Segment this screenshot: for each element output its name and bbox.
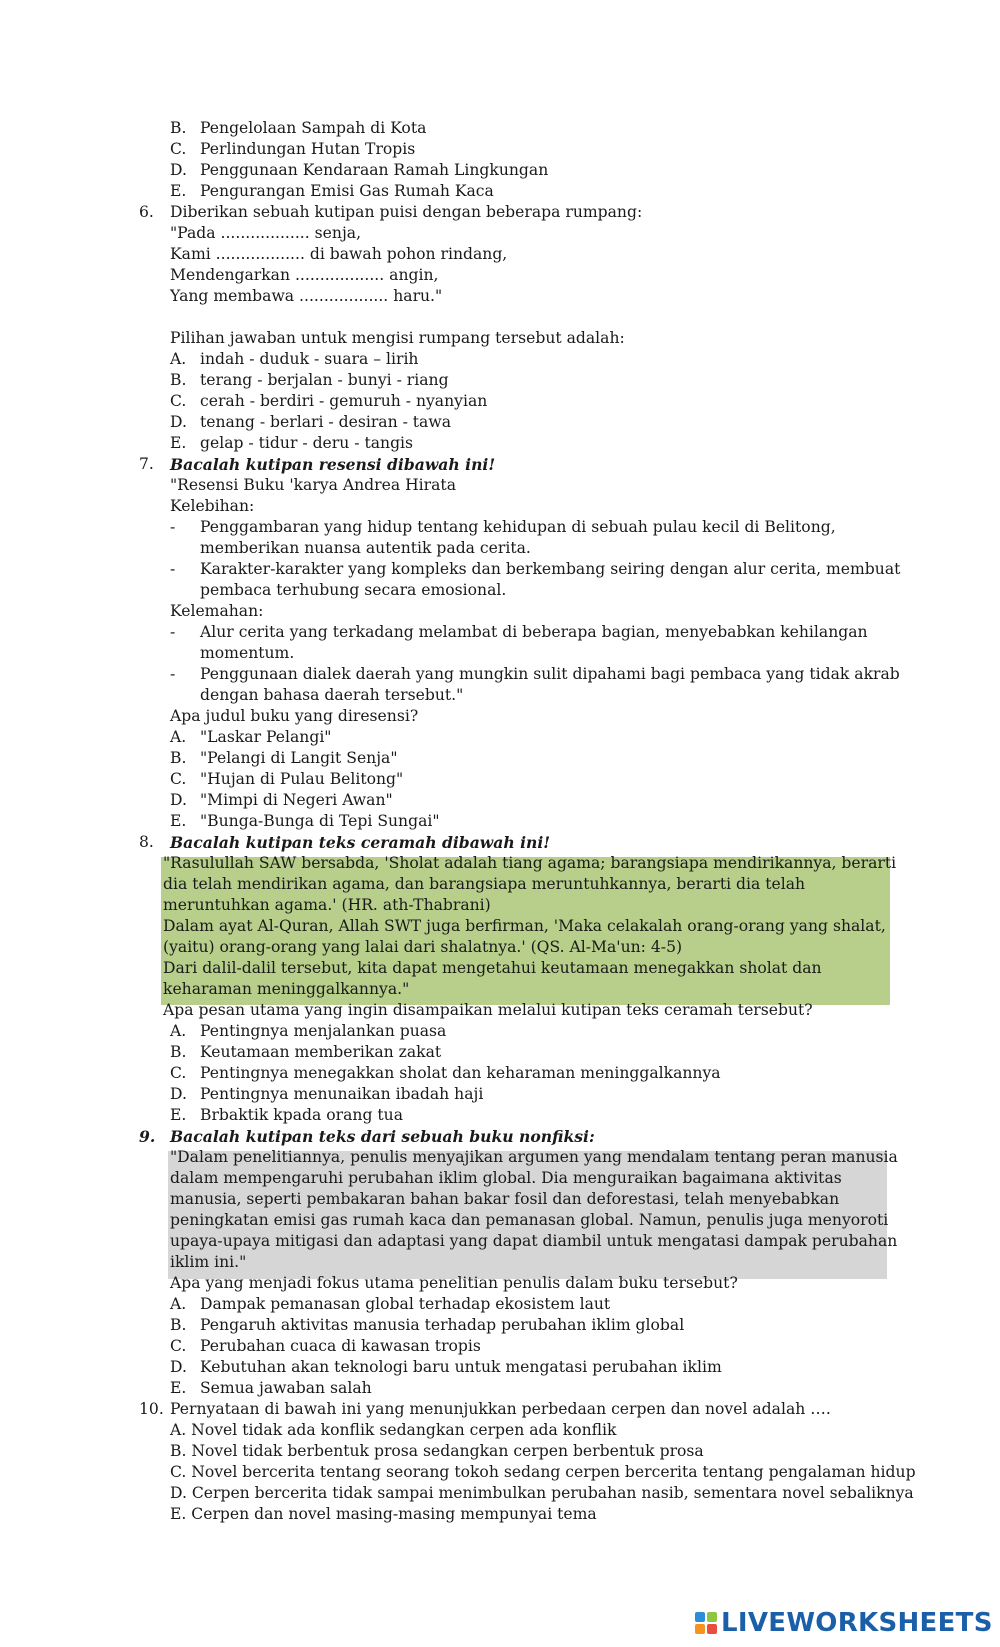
logo-grid-icon bbox=[695, 1612, 717, 1634]
poem-line: "Pada .................. senja, bbox=[170, 224, 362, 242]
question-instruction: Bacalah kutipan teks dari sebuah buku nonfiksi: bbox=[170, 1127, 595, 1146]
option-letter: A. bbox=[170, 728, 187, 746]
option-letter: A. bbox=[170, 1022, 187, 1040]
logo-text: LIVEWORKSHEETS bbox=[721, 1608, 993, 1638]
option-text[interactable]: cerah - berdiri - gemuruh - nyanyian bbox=[200, 392, 488, 410]
option-letter: A. bbox=[170, 1295, 187, 1313]
option-letter: E. bbox=[170, 182, 187, 200]
option-text[interactable]: "Bunga-Bunga di Tepi Sungai" bbox=[200, 812, 440, 830]
section-label: Kelemahan: bbox=[170, 602, 264, 620]
option-letter: C. bbox=[170, 1064, 187, 1082]
option-letter: C. bbox=[170, 392, 187, 410]
review-text: Karakter-karakter yang kompleks dan berkembang seiring dengan alur cerita, membuat bbox=[200, 560, 901, 578]
review-text: memberikan nuansa autentik pada cerita. bbox=[200, 539, 531, 557]
option-text[interactable]: Kebutuhan akan teknologi baru untuk mengatasi perubahan iklim bbox=[200, 1358, 722, 1376]
question-number: 10. bbox=[139, 1400, 164, 1418]
logo-square bbox=[695, 1624, 705, 1634]
option-letter: B. bbox=[170, 1043, 187, 1061]
option-text[interactable]: terang - berjalan - bunyi - riang bbox=[200, 371, 449, 389]
option-letter: E. bbox=[170, 812, 187, 830]
question-text: Apa pesan utama yang ingin disampaikan melalui kutipan teks ceramah tersebut? bbox=[163, 1001, 813, 1019]
question-text: Diberikan sebuah kutipan puisi dengan beberapa rumpang: bbox=[170, 203, 643, 221]
option-text[interactable]: Semua jawaban salah bbox=[200, 1379, 372, 1397]
option-text[interactable]: Brbaktik kpada orang tua bbox=[200, 1106, 403, 1124]
logo-square bbox=[707, 1624, 717, 1634]
option-text[interactable]: tenang - berlari - desiran - tawa bbox=[200, 413, 451, 431]
option-text[interactable]: Pengaruh aktivitas manusia terhadap perubahan iklim global bbox=[200, 1316, 685, 1334]
option-letter: D. bbox=[170, 161, 187, 179]
review-text: dengan bahasa daerah tersebut." bbox=[200, 686, 464, 704]
question-instruction: Bacalah kutipan teks ceramah dibawah ini! bbox=[170, 833, 551, 852]
option-letter: D. bbox=[170, 791, 187, 809]
option-text[interactable]: Pentingnya menjalankan puasa bbox=[200, 1022, 447, 1040]
logo-square bbox=[707, 1612, 717, 1622]
question-text: Apa yang menjadi fokus utama penelitian penulis dalam buku tersebut? bbox=[170, 1274, 738, 1292]
option-text[interactable]: Perlindungan Hutan Tropis bbox=[200, 140, 416, 158]
option-text[interactable]: E. Cerpen dan novel masing-masing mempunyai tema bbox=[170, 1505, 597, 1523]
option-text[interactable]: Pentingnya menegakkan sholat dan keharaman meninggalkannya bbox=[200, 1064, 721, 1082]
review-text: Penggambaran yang hidup tentang kehidupan di sebuah pulau kecil di Belitong, bbox=[200, 518, 836, 536]
review-title: "Resensi Buku 'karya Andrea Hirata bbox=[170, 476, 456, 494]
option-letter: D. bbox=[170, 1358, 187, 1376]
option-text[interactable]: Keutamaan memberikan zakat bbox=[200, 1043, 442, 1061]
option-text[interactable]: Perubahan cuaca di kawasan tropis bbox=[200, 1337, 481, 1355]
question-number: 6. bbox=[139, 203, 154, 221]
option-text[interactable]: Dampak pemanasan global terhadap ekosistem laut bbox=[200, 1295, 611, 1313]
quote-line: manusia, seperti pembakaran bahan bakar fosil dan deforestasi, telah menyebabkan bbox=[170, 1190, 840, 1208]
question-text: Pernyataan di bawah ini yang menunjukkan perbedaan cerpen dan novel adalah …. bbox=[170, 1400, 831, 1418]
option-text[interactable]: Pengurangan Emisi Gas Rumah Kaca bbox=[200, 182, 494, 200]
review-text: momentum. bbox=[200, 644, 295, 662]
review-text: Alur cerita yang terkadang melambat di beberapa bagian, menyebabkan kehilangan bbox=[200, 623, 868, 641]
poem-line: Yang membawa .................. haru." bbox=[170, 287, 443, 305]
bullet: - bbox=[170, 518, 176, 536]
option-text[interactable]: D. Cerpen bercerita tidak sampai menimbulkan perubahan nasib, sementara novel sebaliknya bbox=[170, 1484, 914, 1502]
liveworksheets-logo[interactable] bbox=[695, 1606, 993, 1640]
quote-line: iklim ini." bbox=[170, 1253, 247, 1271]
option-text[interactable]: C. Novel bercerita tentang seorang tokoh sedang cerpen bercerita tentang pengalaman hidup bbox=[170, 1463, 916, 1481]
bullet: - bbox=[170, 665, 176, 683]
option-letter: D. bbox=[170, 413, 187, 431]
option-letter: B. bbox=[170, 749, 187, 767]
option-letter: B. bbox=[170, 371, 187, 389]
option-text[interactable]: Pentingnya menunaikan ibadah haji bbox=[200, 1085, 484, 1103]
option-text[interactable]: "Laskar Pelangi" bbox=[200, 728, 332, 746]
quote-line: keharaman meninggalkannya." bbox=[163, 980, 410, 998]
question-instruction: Bacalah kutipan resensi dibawah ini! bbox=[170, 455, 496, 474]
option-text[interactable]: "Mimpi di Negeri Awan" bbox=[200, 791, 393, 809]
option-letter: A. bbox=[170, 350, 187, 368]
poem-line: Kami .................. di bawah pohon rindang, bbox=[170, 245, 508, 263]
option-text[interactable]: Pengelolaan Sampah di Kota bbox=[200, 119, 427, 137]
quote-line: Dari dalil-dalil tersebut, kita dapat mengetahui keutamaan menegakkan sholat dan bbox=[163, 959, 822, 977]
option-letter: E. bbox=[170, 1379, 187, 1397]
option-text[interactable]: B. Novel tidak berbentuk prosa sedangkan cerpen berbentuk prosa bbox=[170, 1442, 704, 1460]
option-letter: E. bbox=[170, 1106, 187, 1124]
option-letter: E. bbox=[170, 434, 187, 452]
quote-line: Dalam ayat Al-Quran, Allah SWT juga berfirman, 'Maka celakalah orang-orang yang shalat, bbox=[163, 917, 886, 935]
quote-line: meruntuhkan agama.' (HR. ath-Thabrani) bbox=[163, 896, 491, 914]
quote-line: upaya-upaya mitigasi dan adaptasi yang dapat diambil untuk mengatasi dampak perubahan bbox=[170, 1232, 898, 1250]
bullet: - bbox=[170, 623, 176, 641]
quote-line: peningkatan emisi gas rumah kaca dan pemanasan global. Namun, penulis juga menyoroti bbox=[170, 1211, 889, 1229]
option-letter: C. bbox=[170, 1337, 187, 1355]
logo-square bbox=[695, 1612, 705, 1622]
quote-line: "Rasulullah SAW bersabda, 'Sholat adalah tiang agama; barangsiapa mendirikannya, berarti bbox=[163, 854, 897, 872]
question-prompt: Pilihan jawaban untuk mengisi rumpang tersebut adalah: bbox=[170, 329, 625, 347]
question-number: 9. bbox=[139, 1127, 156, 1146]
quote-line: (yaitu) orang-orang yang lalai dari shalatnya.' (QS. Al-Ma'un: 4-5) bbox=[163, 938, 683, 956]
option-text[interactable]: indah - duduk - suara – lirih bbox=[200, 350, 419, 368]
option-letter: D. bbox=[170, 1085, 187, 1103]
option-text[interactable]: "Hujan di Pulau Belitong" bbox=[200, 770, 404, 788]
question-text: Apa judul buku yang diresensi? bbox=[170, 707, 419, 725]
option-letter: C. bbox=[170, 770, 187, 788]
option-text[interactable]: "Pelangi di Langit Senja" bbox=[200, 749, 398, 767]
section-label: Kelebihan: bbox=[170, 497, 255, 515]
quote-line: dalam mempengaruhi perubahan iklim global. Dia menguraikan bagaimana aktivitas bbox=[170, 1169, 842, 1187]
option-letter: B. bbox=[170, 119, 187, 137]
option-letter: C. bbox=[170, 140, 187, 158]
question-number: 7. bbox=[139, 455, 154, 473]
review-text: Penggunaan dialek daerah yang mungkin sulit dipahami bagi pembaca yang tidak akrab bbox=[200, 665, 900, 683]
option-letter: B. bbox=[170, 1316, 187, 1334]
bullet: - bbox=[170, 560, 176, 578]
quote-line: dia telah mendirikan agama, dan barangsiapa meruntuhkannya, berarti dia telah bbox=[163, 875, 806, 893]
question-number: 8. bbox=[139, 833, 154, 851]
option-text[interactable]: Penggunaan Kendaraan Ramah Lingkungan bbox=[200, 161, 549, 179]
option-text[interactable]: gelap - tidur - deru - tangis bbox=[200, 434, 414, 452]
option-text[interactable]: A. Novel tidak ada konflik sedangkan cerpen ada konflik bbox=[170, 1421, 617, 1439]
quote-line: "Dalam penelitiannya, penulis menyajikan argumen yang mendalam tentang peran manusia bbox=[170, 1148, 898, 1166]
review-text: pembaca terhubung secara emosional. bbox=[200, 581, 507, 599]
poem-line: Mendengarkan .................. angin, bbox=[170, 266, 439, 284]
